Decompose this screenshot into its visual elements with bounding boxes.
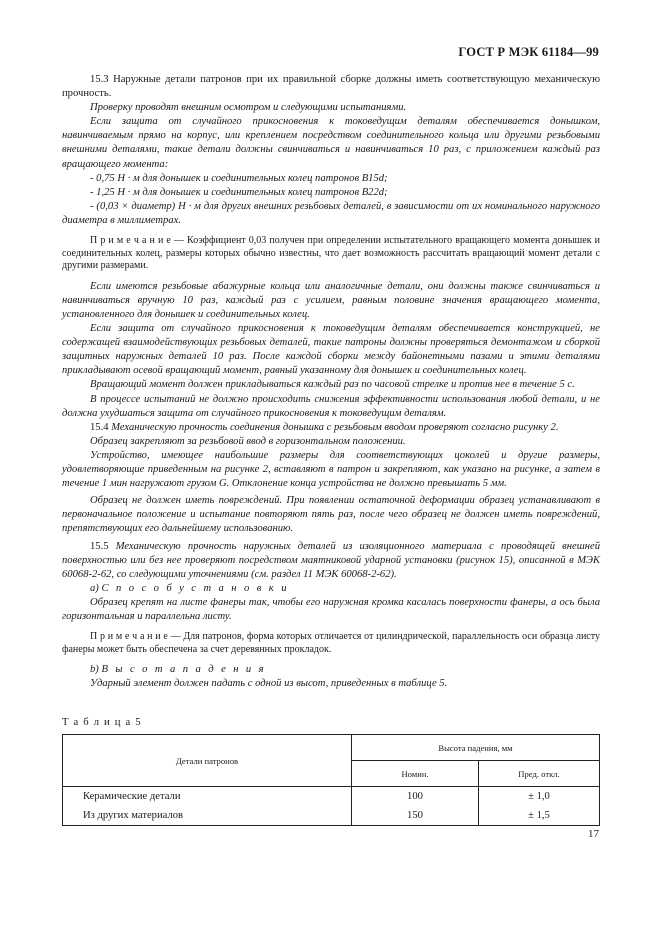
clause-text: Механическую прочность наружных деталей из изоляционного материала с проводящей внешней поверхностью или без нее проверяют посредством маятниковой ударной установки (рисунок 15), описанной в МЭК 60068-2-62, со следующими уточнениями (см. раздел 11 МЭК 60068-2-62). [62,540,600,580]
row-name: Из других материалов [63,806,352,826]
paragraph-15-4 [62,421,600,435]
paragraph-15-3: 15.3 Наружные детали патронов при их правильной сборке должны иметь соответствующую механическую прочность. [62,74,600,100]
column-header-height: Высота падения, мм [352,735,600,761]
subsection-prefix: b) [90,664,102,676]
row-tolerance: ± 1,0 [479,787,600,807]
list-item-torque-other: - (0,03 × диаметр) Н · м для других внешних резьбовых деталей, в зависимости от их номинального наружного диаметра в миллиметрах. [62,200,600,226]
paragraph-sample-fix: Образец закрепляют за резьбовой ввод в горизонтальном положении. [90,435,406,447]
note-text: — Коэффициент 0,03 получен при определении испытательного вращающего момента донышек и соединительных колец, размеры которых обычно известны, что дает возможность рассчитать вращающий момент детали с другими размерами. [62,235,600,272]
document-body [62,73,600,691]
column-header-details: Детали патронов [63,735,352,787]
paragraph-plywood: Образец крепят на листе фанеры так, чтобы его наружная кромка касалась поверхности фанеры, а ось была горизонтальная и параллельна листу. [62,596,600,622]
note-text: — Для патронов, форма которых отличается от цилиндрической, параллельность оси образца листу фанеры может быть обеспечена за счет деревянных прокладок. [62,631,600,655]
drop-height-table [62,734,600,826]
column-header-tolerance: Пред. откл. [479,761,600,787]
table-row [63,787,600,807]
subsection-mounting [62,582,600,596]
note-label: П р и м е ч а н и е [90,631,168,643]
clause-number: 15.4 [90,421,112,433]
note-cylindrical [62,631,600,656]
paragraph-15-5 [62,540,600,582]
table-caption: Т а б л и ц а 5 [62,717,142,728]
paragraph-no-damage: Образец не должен иметь повреждений. При появлении остаточной деформации образец устанавливают в первоначальное положение и испытание повторяют пять раз, после чего образец не должен иметь повреждений, препятствующих его дальнейшему использованию. [62,495,600,535]
subsection-title: С п о с о б у с т а н о в к и [101,582,289,594]
column-header-nominal: Номин. [352,761,479,787]
row-nominal: 100 [352,787,479,807]
paragraph-bayonet: Если защита от случайного прикосновения к токоведущим деталям обеспечивается конструкцией, не содержащей взаимодействующих резьбовых деталей, такие патроны должны проверяться демонтажом и сборкой защитных наружных деталей 10 раз. После каждой сборки между байонетными пазами и этими деталями прикладывают осевой вращающий момент, равный указанному для донышек и соединительных колец. [62,323,600,377]
document-header: ГОСТ Р МЭК 61184—99 [458,45,599,59]
list-item-torque-b15d: - 0,75 Н · м для донышек и соединительных колец патронов B15d; [90,172,388,184]
list-item-torque-b22d: - 1,25 Н · м для донышек и соединительных колец патронов B22d; [90,186,388,198]
paragraph-shade-rings: Если имеются резьбовые абажурные кольца или аналогичные детали, они должны также свинчиваться и навинчиваться вручную 10 раз, каждый раз с усилием, равным половине значения вращающего момента, установленного для донышек и соединительных колец. [62,280,600,320]
note-label: П р и м е ч а н и е [90,235,171,247]
paragraph-check-method: Проверку проводят внешним осмотром и следующими испытаниями. [90,102,407,114]
row-tolerance: ± 1,5 [479,806,600,826]
paragraph-thread-protection: Если защита от случайного прикосновения к токоведущим деталям обеспечивается донышком, навинчиваемым прямо на корпус, или креплением посредством соединительного кольца или другими резьбовыми внешними деталями, такие детали должны свинчиваться и навинчиваться 10 раз, с приложением каждый раз вращающего момента: [62,116,600,170]
row-nominal: 150 [352,806,479,826]
table-row [63,806,600,826]
note-coefficient [62,235,600,273]
page-number: 17 [588,828,599,840]
paragraph-torque-direction: Вращающий момент должен прикладываться каждый раз по часовой стрелке и против нее в течение 5 с. [90,379,575,391]
subsection-drop-height [62,663,600,677]
row-name: Керамические детали [63,787,352,807]
clause-text: Механическую прочность соединения донышка с резьбовым вводом проверяют согласно рисунку 2. [111,421,559,433]
paragraph-device: Устройство, имеющее наибольшие размеры для соответствующих цоколей и другие размеры, удовлетворяющие приведенным на рисунке 2, вставляют в патрон и закрепляют, как указано на рисунке, а затем в течение 1 мин нагружают грузом G. Отклонение конца устройства не должно превышать 5 мм. [62,449,600,490]
paragraph-test-requirement: В процессе испытаний не должно происходить снижения эффективности использования любой детали, и не должна ухудшаться защита от случайного прикосновения к токоведущим деталям. [62,393,600,419]
clause-number: 15.5 [90,540,116,552]
subsection-prefix: а) [90,582,102,594]
subsection-title: В ы с о т а п а д е н и я [101,664,266,676]
paragraph-impact: Ударный элемент должен падать с одной из высот, приведенных в таблице 5. [90,678,448,690]
